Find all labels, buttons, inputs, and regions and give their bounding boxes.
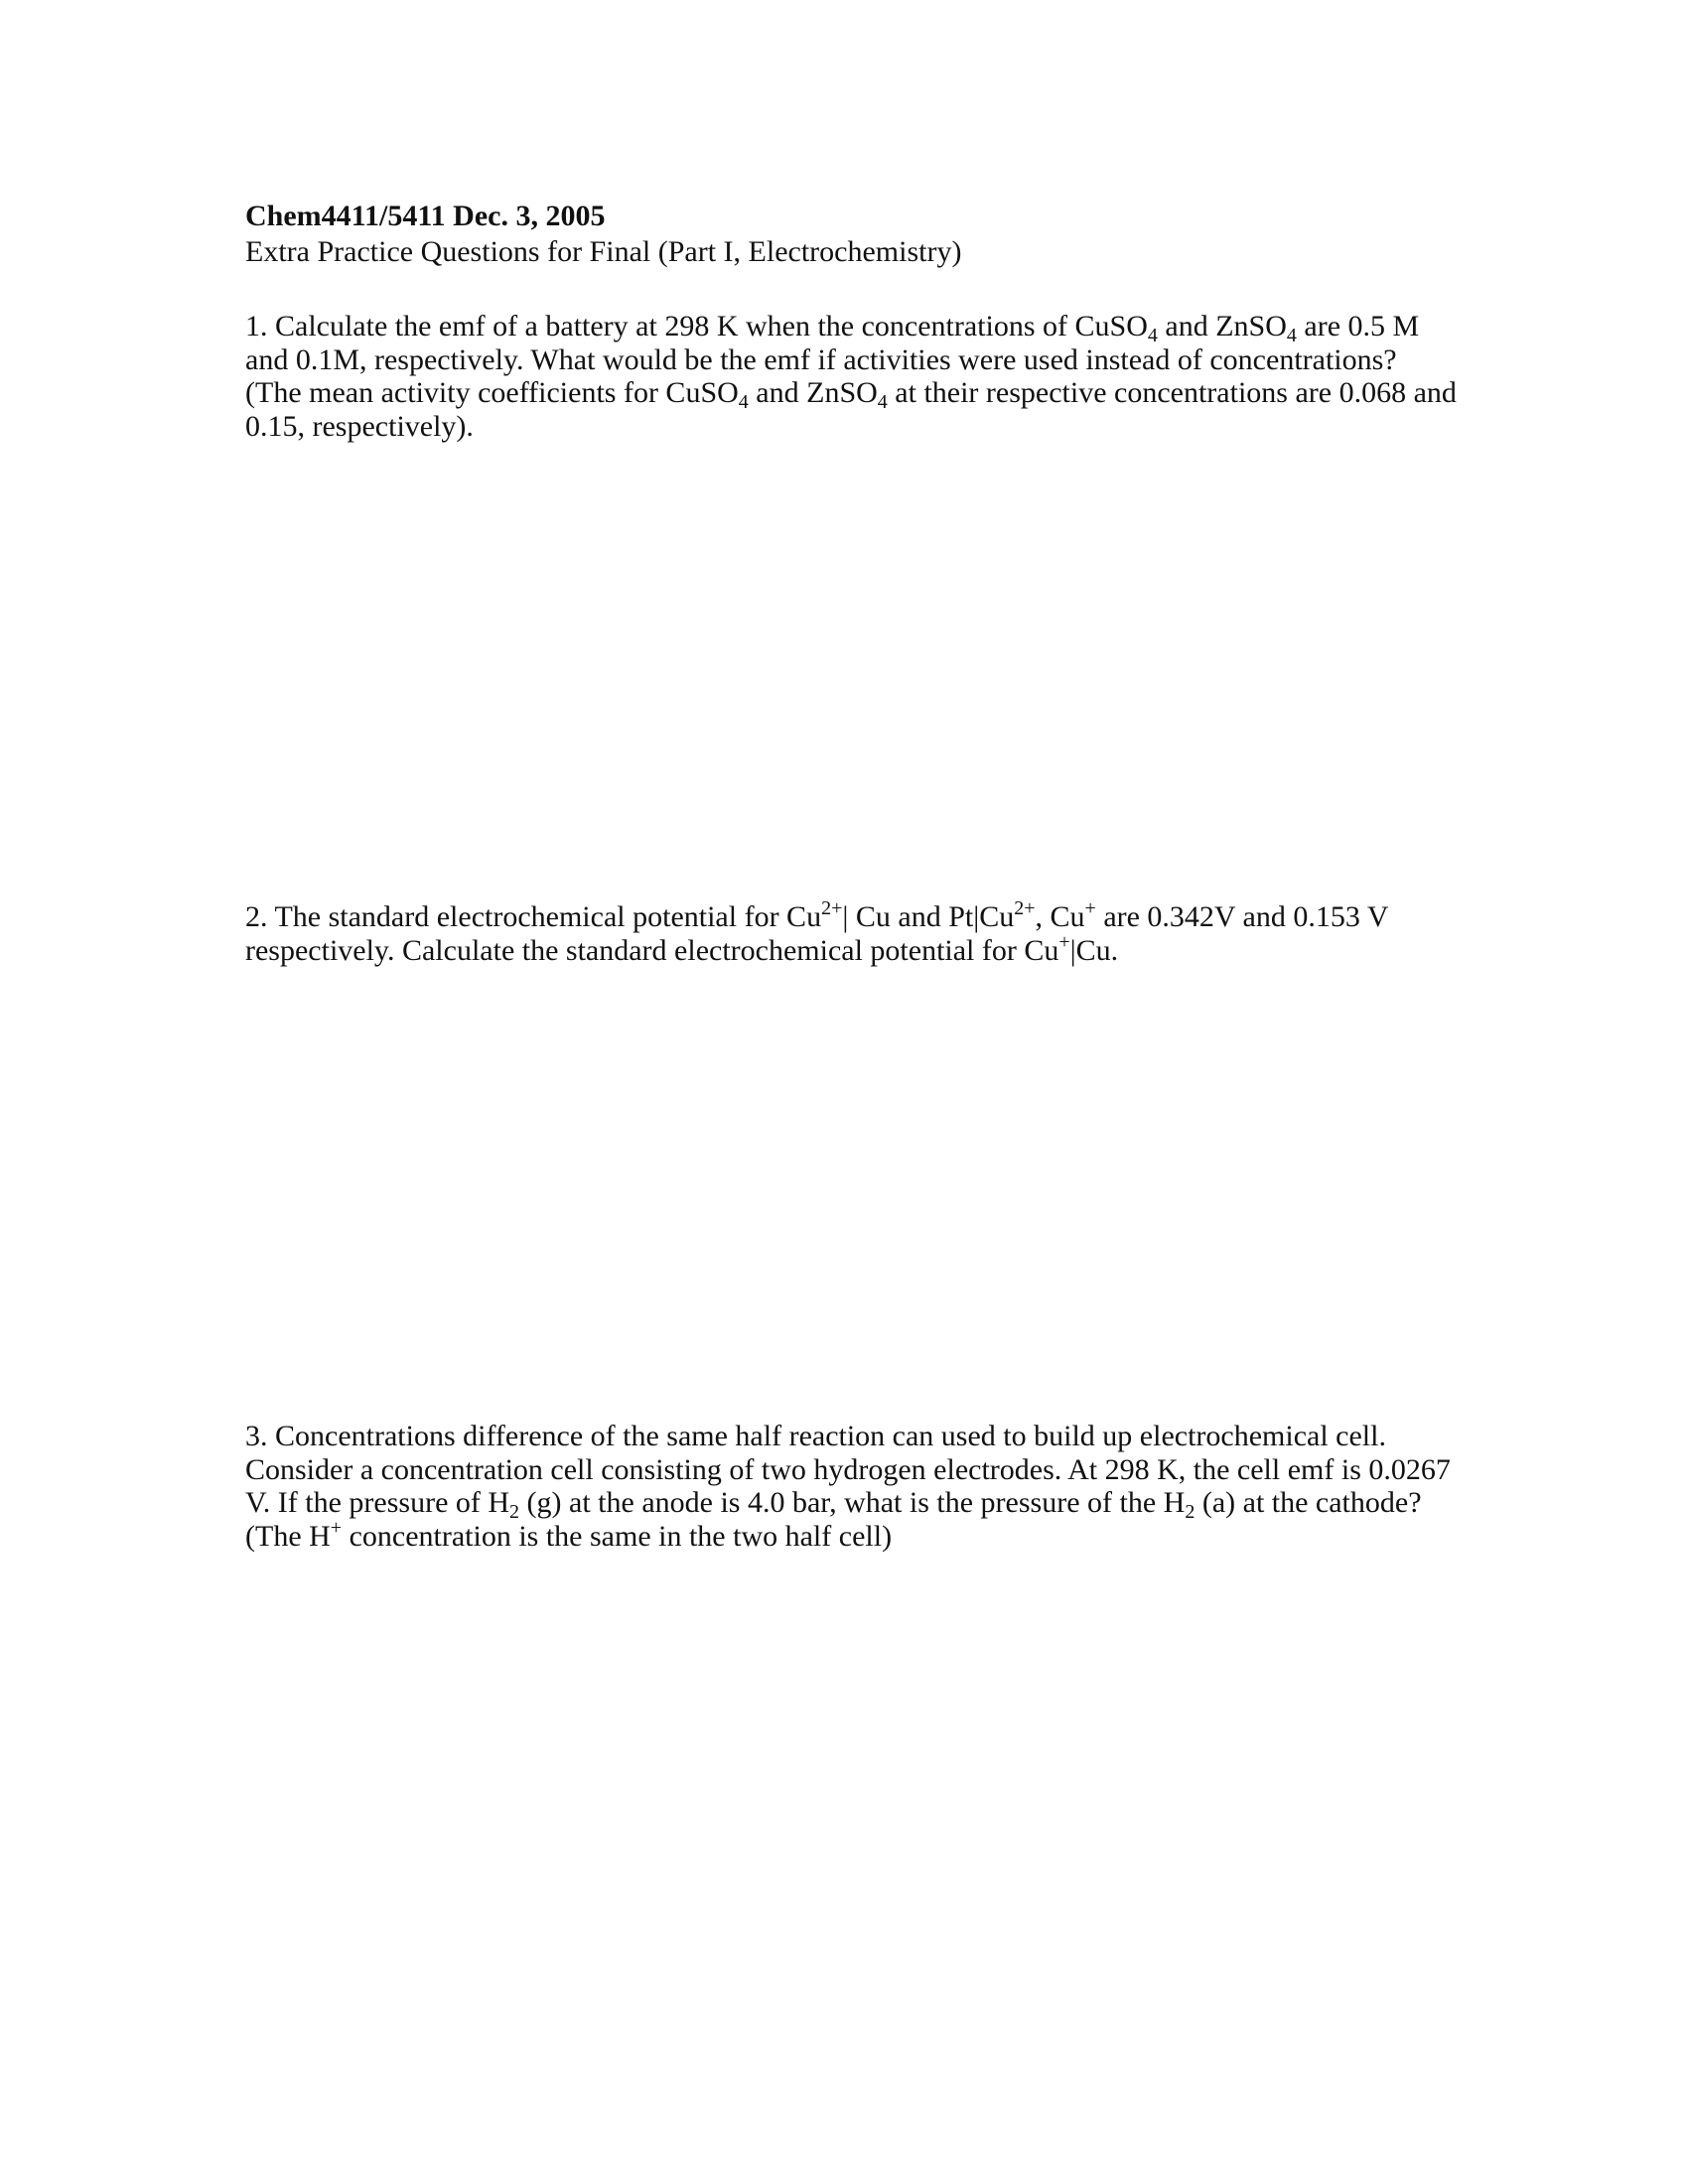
document-subtitle: Extra Practice Questions for Final (Part I, Electrochemistry)	[245, 235, 962, 268]
question-2	[245, 897, 1457, 967]
document-title: Chem4411/5411 Dec. 3, 2005	[245, 200, 606, 232]
superscript: +	[1058, 930, 1070, 953]
subscript: 4	[1147, 325, 1158, 346]
text-segment: concentration is the same in the two half cell)	[342, 1519, 893, 1553]
superscript: +	[330, 1516, 343, 1539]
subscript: 2	[509, 1501, 520, 1523]
superscript: +	[1084, 897, 1096, 919]
text-segment: | Cu and Pt|Cu	[842, 900, 1015, 933]
text-segment: , Cu	[1035, 900, 1085, 933]
subscript: 4	[877, 391, 888, 413]
question-1-text	[245, 310, 1457, 443]
text-segment: at their respective concentrations are 0.068 and 0.15, respectively).	[245, 376, 1457, 443]
text-segment: and ZnSO	[1157, 310, 1287, 342]
text-segment: (g) at the anode is 4.0 bar, what is the pressure of the H	[519, 1486, 1186, 1519]
subscript: 4	[1286, 325, 1297, 346]
question-1	[245, 310, 1457, 443]
superscript: 2+	[821, 897, 843, 919]
text-segment: are 0.5 M and 0.1M, respectively. What would be the emf if activities were used instead of concentrations? (The mean activity coefficients for CuSO	[245, 310, 1420, 409]
question-3	[245, 1420, 1457, 1553]
text-segment: (a) at the cathode? (The H	[245, 1486, 1422, 1553]
question-2-text	[245, 897, 1457, 967]
subscript: 4	[738, 391, 749, 413]
document-header	[245, 199, 1457, 270]
text-segment: and ZnSO	[748, 376, 878, 409]
text-segment: 1. Calculate the emf of a battery at 298 K when the concentrations of CuSO	[245, 310, 1148, 342]
question-3-text	[245, 1420, 1457, 1553]
subscript: 2	[1185, 1501, 1196, 1523]
superscript: 2+	[1014, 897, 1036, 919]
text-segment: 2. The standard electrochemical potential for Cu	[245, 900, 822, 933]
text-segment: |Cu.	[1069, 933, 1119, 967]
text-segment: 3. Concentrations difference of the same half reaction can used to build up electrochemical cell. Consider a concentration cell consisting of two hydrogen electrodes. At 298 K, the cell emf is 0.0267 V. If the pressure of H	[245, 1420, 1451, 1519]
text-segment: are 0.342V and 0.153 V respectively. Calculate the standard electrochemical potential for Cu	[245, 900, 1388, 967]
